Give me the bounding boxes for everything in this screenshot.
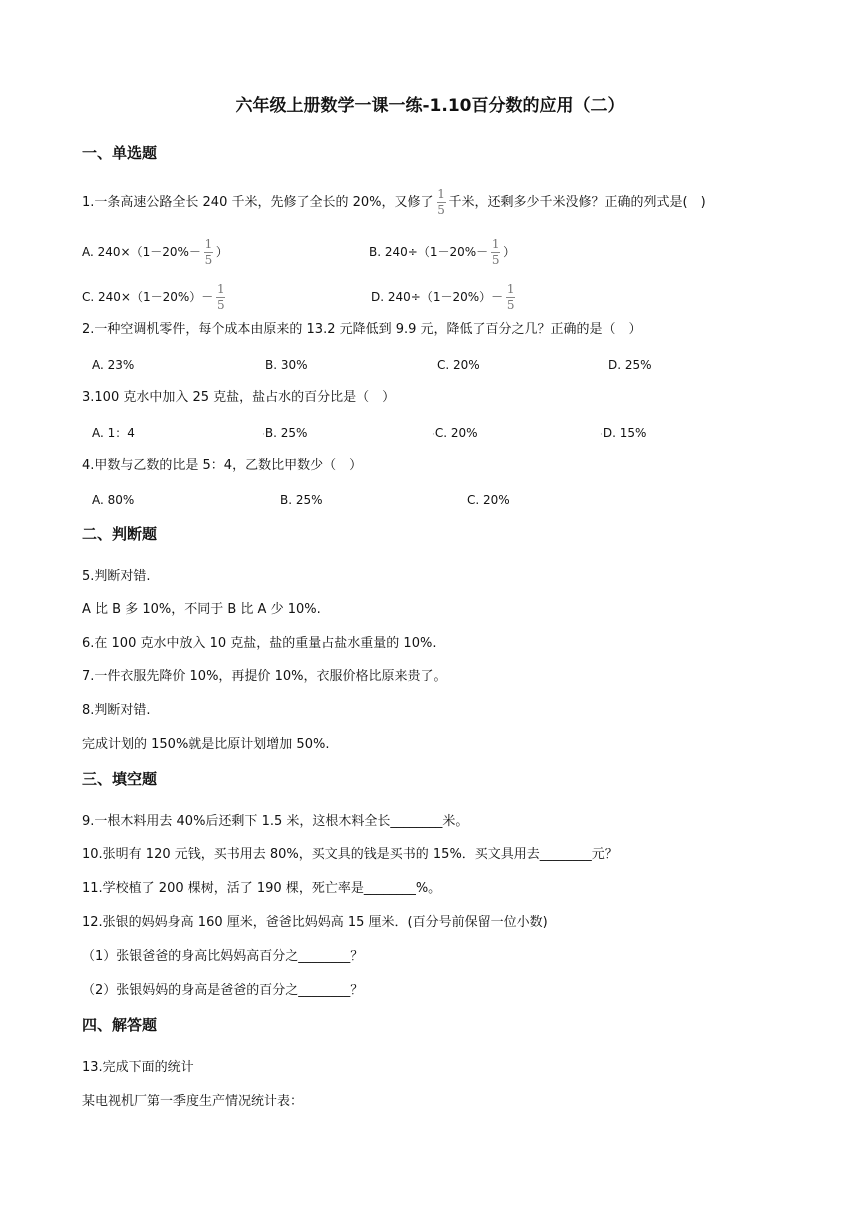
question-1-option-b[interactable]: B. 240÷（1－20%－ $\frac{1}{5}$ ） bbox=[369, 237, 516, 267]
question-5-statement: A 比 B 多 10%，不同于 B 比 A 少 10%. bbox=[82, 602, 321, 617]
question-1-text-b: 千米，还剩多少千米没修？正确的列式是( ) bbox=[448, 195, 706, 210]
question-3-option-a[interactable]: A. 1：4 bbox=[92, 426, 135, 440]
question-11: 11.学校植了 200 棵树，活了 190 棵，死亡率是________%。 bbox=[82, 881, 442, 896]
question-8-statement: 完成计划的 150%就是比原计划增加 50%. bbox=[82, 737, 330, 752]
question-1-option-d[interactable]: D. 240÷（1－20%）－ $\frac{1}{5}$ bbox=[371, 282, 515, 312]
question-13-table-caption: 某电视机厂第一季度生产情况统计表： bbox=[82, 1094, 304, 1109]
question-3-option-d[interactable]: ·D. 15% bbox=[600, 426, 647, 440]
section-heading-solve: 四、解答题 bbox=[82, 1016, 158, 1034]
question-2: 2.一种空调机零件，每个成本由原来的 13.2 元降低到 9.9 元，降低了百分之几？正确的是（ ） bbox=[82, 322, 642, 337]
question-3: 3.100 克水中加入 25 克盐，盐占水的百分比是（ ） bbox=[82, 390, 396, 405]
question-1-option-a[interactable]: A. 240×（1－20%－ $\frac{1}{5}$ ） bbox=[82, 237, 228, 267]
question-4-option-b[interactable]: B. 25% bbox=[280, 493, 323, 507]
question-1-option-c[interactable]: C. 240×（1－20%）－ $\frac{1}{5}$ bbox=[82, 282, 225, 312]
question-4-option-a[interactable]: A. 80% bbox=[92, 493, 135, 507]
question-2-option-c[interactable]: C. 20% bbox=[437, 358, 480, 372]
question-12: 12.张银的妈妈身高 160 厘米，爸爸比妈妈高 15 厘米．(百分号前保留一位小数) bbox=[82, 915, 548, 930]
page-title: 六年级上册数学一课一练-1.10百分数的应用（二） bbox=[235, 96, 625, 116]
question-4: 4.甲数与乙数的比是 5：4，乙数比甲数少（ ） bbox=[82, 458, 363, 473]
question-2-option-b[interactable]: B. 30% bbox=[265, 358, 308, 372]
question-13: 13.完成下面的统计 bbox=[82, 1060, 194, 1075]
question-8: 8.判断对错. bbox=[82, 703, 151, 718]
question-5: 5.判断对错. bbox=[82, 569, 151, 584]
question-3-option-b[interactable]: ·B. 25% bbox=[262, 426, 308, 440]
question-1 bbox=[82, 188, 706, 217]
question-7: 7.一件衣服先降价 10%，再提价 10%，衣服价格比原来贵了。 bbox=[82, 669, 447, 684]
question-12-part-2: （2）张银妈妈的身高是爸爸的百分之________？ bbox=[82, 983, 364, 998]
question-2-option-a[interactable]: A. 23% bbox=[92, 358, 135, 372]
question-6: 6.在 100 克水中放入 10 克盐，盐的重量占盐水重量的 10%. bbox=[82, 636, 437, 651]
fraction-one-fifth: $\frac{1}{5}$ bbox=[491, 237, 500, 267]
question-4-option-c[interactable]: C. 20% bbox=[467, 493, 510, 507]
section-heading-fill-in: 三、填空题 bbox=[82, 770, 158, 788]
fraction-one-fifth: $\frac{1}{5}$ bbox=[216, 282, 225, 312]
section-heading-single-choice: 一、单选题 bbox=[82, 144, 158, 162]
fraction-one-fifth: $\frac{1}{5}$ bbox=[437, 187, 445, 217]
question-3-option-c[interactable]: ·C. 20% bbox=[432, 426, 478, 440]
question-2-option-d[interactable]: D. 25% bbox=[608, 358, 652, 372]
question-10: 10.张明有 120 元钱，买书用去 80%，买文具的钱是买书的 15%．买文具用去________元？ bbox=[82, 847, 618, 862]
fraction-one-fifth: $\frac{1}{5}$ bbox=[204, 237, 213, 267]
question-12-part-1: （1）张银爸爸的身高比妈妈高百分之________？ bbox=[82, 949, 364, 964]
question-1-text-a: 1.一条高速公路全长 240 千米，先修了全长的 20%，又修了 bbox=[82, 195, 434, 210]
question-9: 9.一根木料用去 40%后还剩下 1.5 米，这根木料全长________米。 bbox=[82, 814, 469, 829]
section-heading-true-false: 二、判断题 bbox=[82, 525, 158, 543]
fraction-one-fifth: $\frac{1}{5}$ bbox=[506, 282, 515, 312]
